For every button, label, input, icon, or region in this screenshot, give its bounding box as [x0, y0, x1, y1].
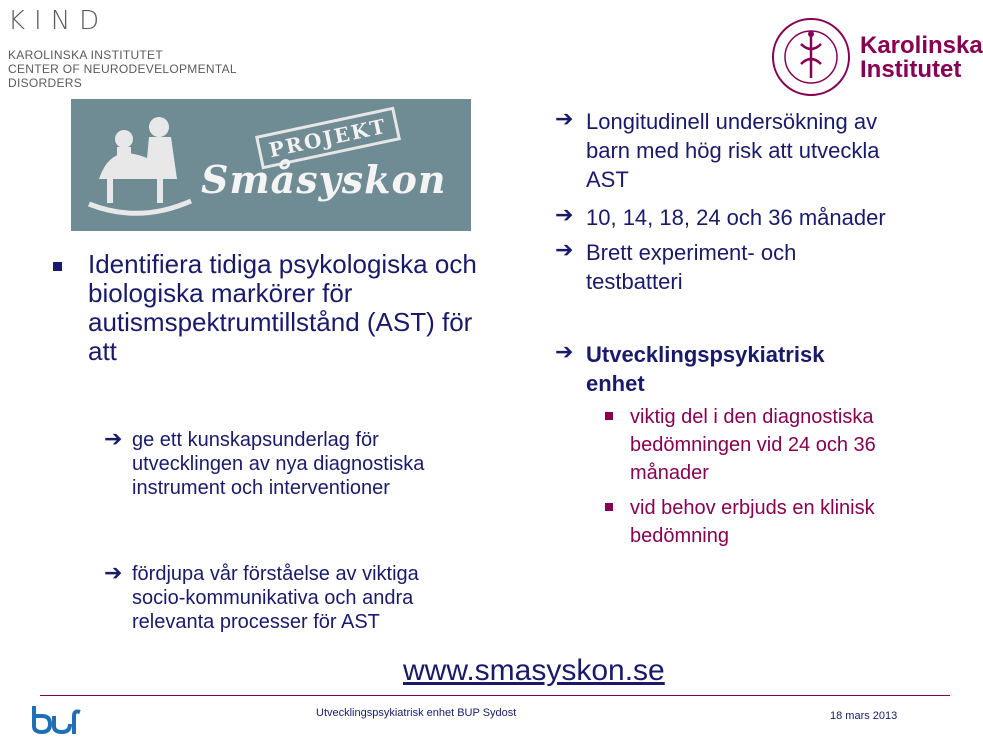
left-sub-bullet-2: fördjupa vår förståelse av viktiga socio-kommunikativa och andra relevanta processer för AST [132, 563, 419, 633]
right-item-1: Longitudinell undersökning av barn med hög risk att utveckla AST [586, 109, 880, 192]
kind-logo: KIND [8, 6, 109, 36]
footer-text: Utvecklingspsykiatrisk enhet BUP Sydost [316, 707, 517, 719]
center-line-3: DISORDERS [8, 76, 83, 90]
center-line-2: CENTER OF NEURODEVELOPMENTAL [8, 62, 237, 76]
square-bullet-icon [53, 262, 62, 271]
left-sub-bullet-1: ge ett kunskapsunderlag för utvecklingen av nya diagnostiska instrument och interventioner [132, 429, 425, 499]
square-bullet-icon [605, 412, 613, 420]
right-sub-bullet-2: vid behov erbjuds en klinisk bedömning [630, 497, 875, 547]
arrow-right-icon: ➔ [555, 202, 574, 227]
website-link[interactable]: www.smasyskon.se [403, 654, 665, 687]
project-banner [71, 99, 471, 231]
right-item-3: Brett experiment- och testbatteri [586, 240, 797, 294]
right-item-2: 10, 14, 18, 24 och 36 månader [586, 205, 886, 230]
arrow-right-icon: ➔ [555, 339, 574, 364]
center-name [8, 48, 237, 90]
square-bullet-icon [605, 503, 613, 511]
ki-wordmark [860, 34, 983, 82]
bup-logo-icon [30, 700, 84, 736]
center-line-1: KAROLINSKA INSTITUTET [8, 48, 163, 62]
right-item-4: Utvecklingspsykiatrisk enhet [586, 342, 825, 396]
right-sub-bullet-1: viktig del i den diagnostiska bedömningen vid 24 och 36 månader [630, 406, 876, 484]
footer-date: 18 mars 2013 [830, 710, 898, 722]
ki-wordmark-line-2: Institutet [860, 56, 962, 83]
project-title: Småsyskon [201, 157, 447, 202]
footer-divider [40, 695, 950, 696]
main-bullet-text: Identifiera tidiga psykologiska och biologiska markörer för autismspektrumtillstånd (AST) för att [88, 249, 477, 366]
arrow-right-icon: ➔ [104, 426, 123, 451]
rocking-horse-children-icon [79, 109, 199, 221]
ki-wordmark-line-1: Karolinska [860, 32, 983, 59]
arrow-right-icon: ➔ [104, 560, 123, 585]
arrow-right-icon: ➔ [555, 106, 574, 131]
project-stamp: PROJEKT [255, 107, 401, 170]
arrow-right-icon: ➔ [555, 237, 574, 262]
